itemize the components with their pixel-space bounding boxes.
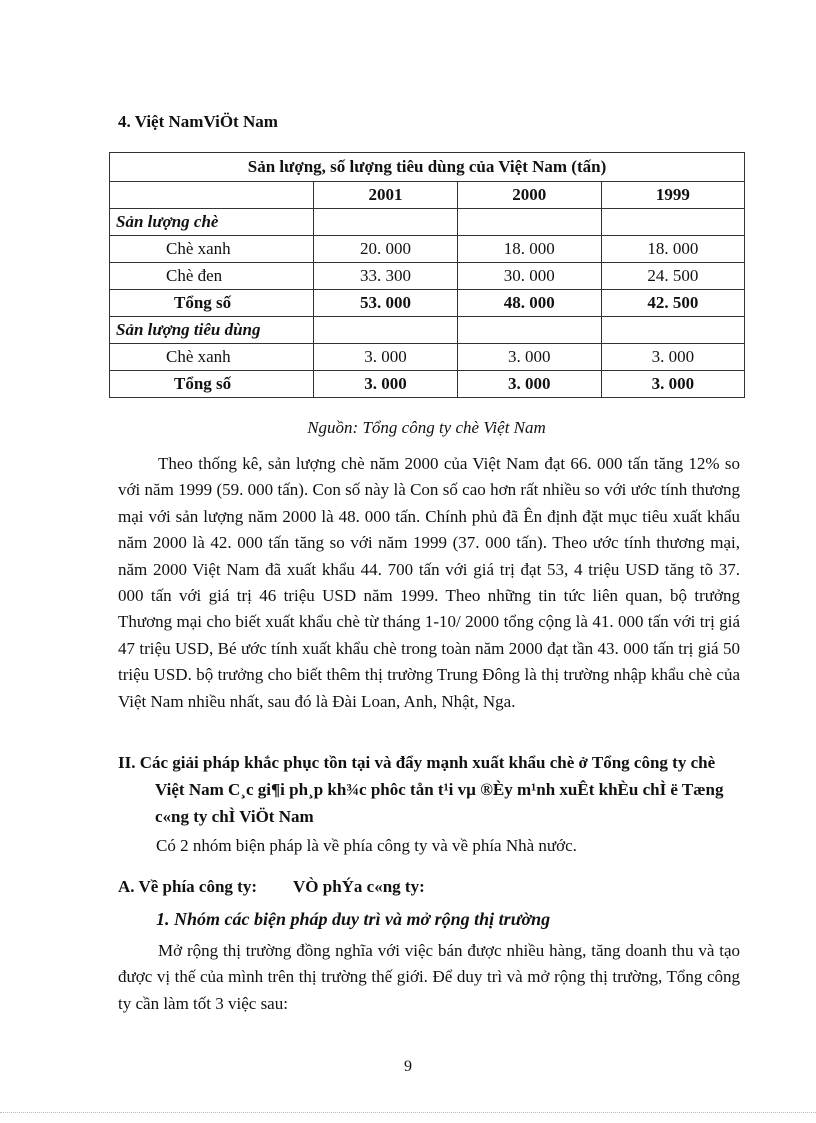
table-total-row	[110, 371, 745, 398]
row-label: Chè xanh	[110, 344, 314, 371]
empty-cell	[314, 209, 457, 236]
empty-cell	[601, 317, 744, 344]
row-label: Chè đen	[110, 263, 314, 290]
production-table	[109, 152, 745, 398]
row-label-total: Tổng số	[110, 290, 314, 317]
section-ii-heading: II. Các giải pháp khắc phục tồn tại và đẩy mạnh xuất khẩu chè ở Tổng công ty chè Việt Nam C¸c gi¶i ph¸p kh¾c phôc tån t¹i vµ ®Èy m¹nh xuÊt khÈu chÌ ë Tæng c«ng ty chÌ ViÖt Nam	[118, 753, 724, 826]
table-cell: 3. 000	[457, 344, 601, 371]
page-number: 9	[404, 1058, 412, 1075]
table-cell: 24. 500	[601, 263, 744, 290]
table-cell: 33. 300	[314, 263, 457, 290]
year-header: 2000	[457, 182, 601, 209]
empty-cell	[457, 209, 601, 236]
body-paragraph: Mở rộng thị trường đồng nghĩa với việc bán được nhiều hàng, tăng doanh thu và tạo được vị thế của mình trên thị trường thế giới. Để duy trì và mở rộng thị trường, Tổng công ty cần làm tốt 3 việc sau:	[118, 941, 740, 1013]
table-cell: 3. 000	[314, 371, 457, 398]
heading-a-text: A. Về phía công ty:	[118, 877, 257, 896]
table-cell: 18. 000	[601, 236, 744, 263]
table-cell: 3. 000	[314, 344, 457, 371]
empty-cell	[601, 209, 744, 236]
table-row	[110, 263, 745, 290]
table-section-row	[110, 209, 745, 236]
section-label-production: Sản lượng chè	[110, 209, 314, 236]
table-section-row	[110, 317, 745, 344]
table-year-row	[110, 182, 745, 209]
table-title-row	[110, 153, 745, 182]
table-row	[110, 344, 745, 371]
table-row	[110, 236, 745, 263]
year-header: 2001	[314, 182, 457, 209]
intro-sentence: Có 2 nhóm biện pháp là về phía công ty và về phía Nhà nước.	[156, 836, 577, 855]
page-bottom-divider	[0, 1112, 816, 1113]
table-corner-cell	[110, 182, 314, 209]
table-cell: 53. 000	[314, 290, 457, 317]
table-cell: 30. 000	[457, 263, 601, 290]
body-paragraph: Theo thống kê, sản lượng chè năm 2000 của Việt Nam đạt 66. 000 tấn tăng 12% so với năm 1999 (59. 000 tấn). Con số này là Con số cao hơn rất nhiều so với ước tính thương mại với sản lượng năm 2000 là 48. 000 tấn. Chính phủ đã Ên định đặt mục tiêu xuất khẩu năm 2000 là 42. 000 tấn tăng so với năm 1999 (37. 000 tấn). Theo ước tính thương mại, năm 2000 Việt Nam đã xuất khẩu 44. 700 tấn với giá trị đạt 53, 4 triệu USD tăng tõ 37. 000 tấn với giá trị 46 triệu USD năm 1999. Theo những tin tức liên quan, bộ trưởng Thương mại cho biết xuất khẩu chè từ tháng 1-10/ 2000 tổng cộng là 41. 000 tấn với trị giá 47 triệu USD, Bé ước tính xuất khẩu chè trong toàn năm 2000 đạt tần 43. 000 tấn trị giá 50 triệu USD. bộ trưởng cho biết thêm thị trường Trung Đông là thị trường nhập khẩu chè của Việt Nam nhiều nhất, sau đó là Đài Loan, Anh, Nhật, Nga.	[118, 454, 740, 711]
subheading-market: 1. Nhóm các biện pháp duy trì và mở rộng thị trường	[156, 909, 551, 929]
year-header: 1999	[601, 182, 744, 209]
heading-a	[118, 877, 425, 897]
table-total-row	[110, 290, 745, 317]
table-cell: 3. 000	[601, 344, 744, 371]
table-cell: 18. 000	[457, 236, 601, 263]
table-cell: 3. 000	[601, 371, 744, 398]
table-cell: 42. 500	[601, 290, 744, 317]
table-cell: 48. 000	[457, 290, 601, 317]
table-cell: 20. 000	[314, 236, 457, 263]
table-cell: 3. 000	[457, 371, 601, 398]
heading-a-garbled: VÒ phÝa c«ng ty:	[293, 877, 425, 896]
table-source-note: Nguồn: Tổng công ty chè Việt Nam	[307, 418, 546, 437]
table-title: Sản lượng, số lượng tiêu dùng của Việt Nam (tấn)	[110, 153, 745, 182]
row-label-total: Tổng số	[110, 371, 314, 398]
empty-cell	[457, 317, 601, 344]
empty-cell	[314, 317, 457, 344]
section-label-consumption: Sản lượng tiêu dùng	[110, 317, 314, 344]
row-label: Chè xanh	[110, 236, 314, 263]
section-heading: 4. Việt NamViÖt Nam	[118, 112, 278, 131]
